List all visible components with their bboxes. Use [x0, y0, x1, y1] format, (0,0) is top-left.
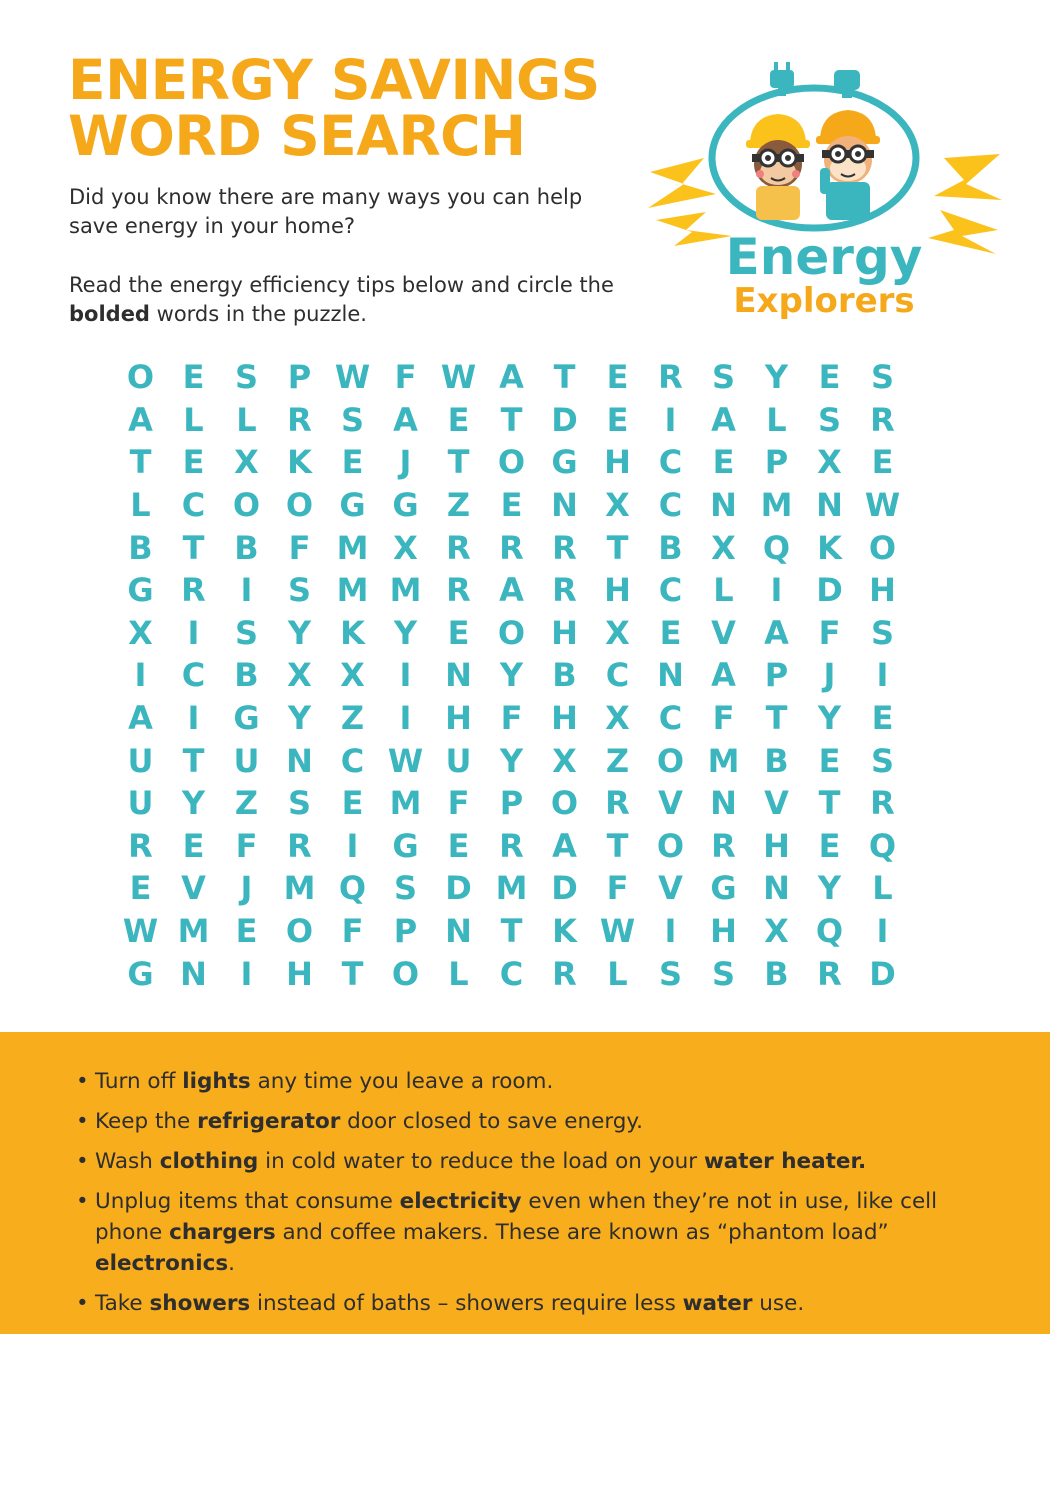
grid-letter[interactable]: H: [710, 912, 737, 951]
grid-letter[interactable]: F: [818, 613, 841, 652]
tip-showers: [76, 1288, 976, 1319]
grid-letter[interactable]: I: [240, 571, 253, 610]
tip-text: even when they’re not in use, like cell phone: [95, 1189, 938, 1245]
grid-letter[interactable]: S: [870, 613, 895, 652]
grid-letter[interactable]: S: [658, 954, 683, 993]
grid-letter[interactable]: X: [605, 613, 630, 652]
tip-keyword: water heater.: [703, 1149, 867, 1174]
grid-letter[interactable]: N: [286, 741, 313, 780]
grid-letter[interactable]: D: [816, 571, 843, 610]
grid-letter[interactable]: V: [711, 613, 736, 652]
grid-letter[interactable]: C: [181, 656, 206, 695]
grid-letter[interactable]: W: [387, 741, 424, 780]
grid-letter[interactable]: R: [605, 784, 630, 823]
grid-letter[interactable]: J: [399, 443, 412, 482]
grid-letter[interactable]: F: [712, 699, 735, 738]
energy-explorers-logo: [644, 60, 1004, 330]
grid-letter[interactable]: C: [340, 741, 365, 780]
grid-letter[interactable]: M: [760, 486, 793, 525]
grid-letter[interactable]: V: [658, 869, 683, 908]
grid-letter[interactable]: R: [287, 400, 312, 439]
grid-letter[interactable]: C: [605, 656, 630, 695]
grid-letter[interactable]: I: [399, 699, 412, 738]
tip-text: Wash: [95, 1149, 160, 1174]
grid-letter[interactable]: R: [552, 954, 577, 993]
grid-letter[interactable]: Y: [181, 784, 206, 823]
grid-letter[interactable]: S: [287, 784, 312, 823]
grid-letter[interactable]: S: [711, 954, 736, 993]
grid-letter[interactable]: E: [447, 826, 470, 865]
grid-letter[interactable]: F: [235, 826, 258, 865]
grid-letter[interactable]: M: [336, 528, 369, 567]
grid-letter[interactable]: F: [606, 869, 629, 908]
grid-letter[interactable]: Y: [287, 699, 312, 738]
grid-letter[interactable]: W: [122, 912, 159, 951]
grid-letter[interactable]: N: [710, 784, 737, 823]
grid-letter[interactable]: X: [605, 699, 630, 738]
grid-letter[interactable]: I: [770, 571, 783, 610]
grid-letter[interactable]: O: [285, 912, 314, 951]
grid-letter[interactable]: O: [868, 528, 897, 567]
grid-letter[interactable]: O: [232, 486, 261, 525]
instructions-text-end: words in the puzzle.: [149, 302, 367, 326]
grid-letter[interactable]: R: [446, 571, 471, 610]
grid-letter[interactable]: Y: [817, 869, 842, 908]
grid-letter[interactable]: U: [127, 741, 154, 780]
grid-letter[interactable]: T: [606, 528, 629, 567]
instructions-text-start: Read the energy efficiency tips below and circle the: [69, 273, 614, 297]
grid-letter[interactable]: O: [391, 954, 420, 993]
grid-letter[interactable]: T: [500, 912, 523, 951]
grid-letter[interactable]: O: [126, 358, 155, 397]
grid-letter[interactable]: P: [393, 912, 418, 951]
grid-letter[interactable]: C: [658, 486, 683, 525]
grid-letter[interactable]: G: [339, 486, 366, 525]
grid-letter[interactable]: P: [764, 656, 789, 695]
grid-letter[interactable]: R: [499, 826, 524, 865]
grid-letter[interactable]: V: [658, 784, 683, 823]
grid-letter[interactable]: N: [445, 656, 472, 695]
grid-letter[interactable]: L: [183, 400, 204, 439]
tip-keyword: showers: [149, 1291, 251, 1316]
tip-text: and coffee makers. These are known as “phantom load”: [275, 1220, 889, 1245]
grid-letter[interactable]: A: [711, 400, 736, 439]
grid-letter[interactable]: L: [766, 400, 787, 439]
grid-letter[interactable]: V: [764, 784, 789, 823]
page-title: [68, 48, 600, 168]
grid-letter[interactable]: M: [336, 571, 369, 610]
grid-letter[interactable]: N: [816, 486, 843, 525]
monkey-character-right: [816, 110, 880, 220]
grid-letter[interactable]: R: [181, 571, 206, 610]
grid-letter[interactable]: X: [711, 528, 736, 567]
grid-letter[interactable]: O: [285, 486, 314, 525]
tip-text: in cold water to reduce the load on your: [258, 1149, 704, 1174]
grid-letter[interactable]: C: [499, 954, 524, 993]
grid-letter[interactable]: R: [128, 826, 153, 865]
grid-letter[interactable]: Y: [764, 358, 789, 397]
grid-letter[interactable]: T: [129, 443, 152, 482]
grid-letter[interactable]: C: [181, 486, 206, 525]
grid-letter[interactable]: E: [129, 869, 152, 908]
lightning-bolt-icon: [648, 158, 716, 208]
grid-letter[interactable]: F: [500, 699, 523, 738]
tip-keyword: electronics: [95, 1251, 229, 1276]
grid-letter[interactable]: H: [445, 699, 472, 738]
logo-word-explorers: Explorers: [733, 281, 915, 321]
grid-letter[interactable]: J: [240, 869, 253, 908]
grid-letter[interactable]: C: [658, 699, 683, 738]
grid-letter[interactable]: Z: [234, 784, 259, 823]
grid-letter[interactable]: U: [445, 741, 472, 780]
tip-text: Unplug items that consume: [95, 1189, 400, 1214]
grid-letter[interactable]: H: [604, 571, 631, 610]
grid-letter[interactable]: B: [764, 954, 789, 993]
grid-letter[interactable]: R: [658, 358, 683, 397]
grid-letter[interactable]: B: [552, 656, 577, 695]
grid-letter[interactable]: U: [127, 784, 154, 823]
grid-letter[interactable]: L: [872, 869, 893, 908]
grid-letter[interactable]: E: [818, 358, 841, 397]
tip-keyword: electricity: [399, 1189, 522, 1214]
grid-letter[interactable]: S: [870, 358, 895, 397]
tip-text: Keep the: [95, 1109, 198, 1134]
grid-letter[interactable]: G: [710, 869, 737, 908]
grid-letter[interactable]: C: [658, 571, 683, 610]
tip-text: Turn off: [95, 1069, 183, 1094]
tips-panel: [0, 1032, 1050, 1334]
grid-letter[interactable]: B: [234, 528, 259, 567]
grid-letter[interactable]: X: [340, 656, 365, 695]
grid-letter[interactable]: R: [817, 954, 842, 993]
grid-letter[interactable]: F: [394, 358, 417, 397]
tip-keyword: water: [682, 1291, 753, 1316]
logo-graphic: [644, 60, 1004, 330]
instructions-paragraph: [69, 271, 629, 329]
word-search-grid: [114, 356, 910, 995]
grid-letter[interactable]: G: [392, 826, 419, 865]
grid-letter[interactable]: W: [599, 912, 636, 951]
grid-letter[interactable]: N: [657, 656, 684, 695]
grid-letter[interactable]: K: [340, 613, 365, 652]
grid-letter[interactable]: H: [604, 443, 631, 482]
grid-letter[interactable]: T: [500, 400, 523, 439]
grid-letter[interactable]: E: [500, 486, 523, 525]
grid-letter[interactable]: X: [234, 443, 259, 482]
tip-keyword: lights: [182, 1069, 251, 1094]
grid-letter[interactable]: E: [606, 400, 629, 439]
grid-letter[interactable]: G: [127, 954, 154, 993]
grid-letter[interactable]: B: [234, 656, 259, 695]
monkey-character-left: [746, 114, 810, 220]
grid-letter[interactable]: S: [817, 400, 842, 439]
grid-letter[interactable]: H: [763, 826, 790, 865]
grid-letter[interactable]: K: [287, 443, 312, 482]
tip-text: door closed to save energy.: [340, 1109, 643, 1134]
grid-letter[interactable]: S: [234, 358, 259, 397]
grid-letter[interactable]: M: [707, 741, 740, 780]
grid-letter[interactable]: E: [182, 443, 205, 482]
grid-letter[interactable]: A: [499, 571, 524, 610]
grid-letter[interactable]: L: [607, 954, 628, 993]
grid-letter[interactable]: Q: [762, 528, 791, 567]
grid-letter[interactable]: B: [128, 528, 153, 567]
grid-letter[interactable]: N: [180, 954, 207, 993]
grid-letter[interactable]: I: [664, 400, 677, 439]
grid-letter[interactable]: A: [128, 400, 153, 439]
grid-letter[interactable]: I: [187, 613, 200, 652]
grid-letter[interactable]: E: [659, 613, 682, 652]
tip-refrigerator: [76, 1106, 976, 1137]
grid-letter[interactable]: O: [550, 784, 579, 823]
grid-letter[interactable]: R: [552, 528, 577, 567]
grid-letter[interactable]: P: [764, 443, 789, 482]
grid-letter[interactable]: S: [711, 358, 736, 397]
tip-clothing: [76, 1146, 976, 1177]
grid-letter[interactable]: W: [864, 486, 901, 525]
intro-paragraph: Did you know there are many ways you can help save energy in your home?: [69, 185, 583, 238]
grid-letter[interactable]: A: [393, 400, 418, 439]
grid-letter[interactable]: X: [605, 486, 630, 525]
grid-letter[interactable]: Y: [817, 699, 842, 738]
grid-letter[interactable]: P: [287, 358, 312, 397]
grid-letter[interactable]: Q: [815, 912, 844, 951]
grid-letter[interactable]: S: [287, 571, 312, 610]
grid-letter[interactable]: R: [711, 826, 736, 865]
grid-letter[interactable]: S: [234, 613, 259, 652]
logo-word-energy: Energy: [725, 228, 923, 286]
grid-letter[interactable]: X: [287, 656, 312, 695]
tip-keyword: refrigerator: [197, 1109, 341, 1134]
grid-letter[interactable]: G: [233, 699, 260, 738]
grid-letter[interactable]: A: [552, 826, 577, 865]
grid-letter[interactable]: O: [497, 613, 526, 652]
grid-letter[interactable]: E: [235, 912, 258, 951]
grid-letter[interactable]: B: [658, 528, 683, 567]
grid-letter[interactable]: N: [710, 486, 737, 525]
grid-letter[interactable]: W: [334, 358, 371, 397]
grid-letter[interactable]: E: [447, 400, 470, 439]
tip-lights: [76, 1066, 976, 1097]
grid-letter[interactable]: T: [606, 826, 629, 865]
grid-letter[interactable]: N: [763, 869, 790, 908]
grid-letter[interactable]: R: [499, 528, 524, 567]
grid-letter[interactable]: Z: [605, 741, 630, 780]
grid-letter[interactable]: E: [606, 358, 629, 397]
grid-letter[interactable]: Q: [868, 826, 897, 865]
grid-letter[interactable]: A: [499, 358, 524, 397]
grid-letter[interactable]: O: [497, 443, 526, 482]
grid-letter[interactable]: E: [712, 443, 735, 482]
grid-letter[interactable]: D: [551, 400, 578, 439]
grid-letter[interactable]: H: [551, 699, 578, 738]
grid-letter[interactable]: D: [445, 869, 472, 908]
grid-letter[interactable]: G: [551, 443, 578, 482]
grid-letter[interactable]: F: [288, 528, 311, 567]
grid-letter[interactable]: R: [552, 571, 577, 610]
grid-letter[interactable]: C: [658, 443, 683, 482]
grid-letter[interactable]: J: [823, 656, 836, 695]
grid-letter[interactable]: V: [181, 869, 206, 908]
grid-letter[interactable]: I: [876, 656, 889, 695]
grid-letter[interactable]: O: [656, 826, 685, 865]
grid-letter[interactable]: I: [876, 912, 889, 951]
grid-letter[interactable]: T: [553, 358, 576, 397]
grid-letter[interactable]: K: [552, 912, 577, 951]
grid-letter[interactable]: L: [448, 954, 469, 993]
grid-letter[interactable]: I: [134, 656, 147, 695]
grid-letter[interactable]: N: [551, 486, 578, 525]
tip-text: Take: [95, 1291, 150, 1316]
grid-letter[interactable]: Y: [393, 613, 418, 652]
grid-letter[interactable]: E: [341, 443, 364, 482]
grid-letter[interactable]: E: [447, 613, 470, 652]
grid-letter[interactable]: X: [128, 613, 153, 652]
grid-letter[interactable]: R: [446, 528, 471, 567]
grid-letter[interactable]: Y: [499, 741, 524, 780]
grid-letter[interactable]: W: [440, 358, 477, 397]
grid-letter[interactable]: I: [240, 954, 253, 993]
grid-letter[interactable]: E: [871, 443, 894, 482]
grid-letter[interactable]: M: [283, 869, 316, 908]
grid-letter[interactable]: X: [552, 741, 577, 780]
grid-letter[interactable]: D: [551, 869, 578, 908]
grid-letter[interactable]: S: [393, 869, 418, 908]
lightning-bolt-icon: [656, 212, 732, 246]
title-line-1: ENERGY SAVINGS: [68, 48, 600, 112]
tip-keyword: chargers: [169, 1220, 276, 1245]
grid-letter[interactable]: R: [870, 400, 895, 439]
grid-letter[interactable]: L: [130, 486, 151, 525]
grid-letter[interactable]: H: [286, 954, 313, 993]
grid-letter[interactable]: A: [128, 699, 153, 738]
tip-text: instead of baths – showers require less: [250, 1291, 683, 1316]
grid-letter[interactable]: T: [765, 699, 788, 738]
grid-letter[interactable]: T: [818, 784, 841, 823]
grid-letter[interactable]: E: [818, 741, 841, 780]
grid-letter[interactable]: U: [233, 741, 260, 780]
grid-letter[interactable]: B: [764, 741, 789, 780]
grid-letter[interactable]: D: [869, 954, 896, 993]
grid-letter[interactable]: T: [182, 528, 205, 567]
instructions-bold-word: bolded: [69, 302, 150, 326]
lightning-bolt-icon: [934, 154, 1002, 200]
grid-letter[interactable]: F: [341, 912, 364, 951]
grid-letter[interactable]: E: [182, 826, 205, 865]
grid-letter[interactable]: S: [870, 741, 895, 780]
title-line-2: WORD SEARCH: [68, 104, 526, 168]
grid-letter[interactable]: E: [818, 826, 841, 865]
grid-letter[interactable]: E: [341, 784, 364, 823]
tip-text: use.: [752, 1291, 805, 1316]
grid-letter[interactable]: K: [817, 528, 842, 567]
tip-text: .: [228, 1251, 235, 1276]
grid-letter[interactable]: M: [389, 784, 422, 823]
grid-letter[interactable]: T: [182, 741, 205, 780]
grid-letter[interactable]: N: [445, 912, 472, 951]
grid-letter[interactable]: G: [392, 486, 419, 525]
lightning-bolt-icon: [928, 210, 998, 254]
tip-keyword: clothing: [159, 1149, 259, 1174]
grid-letter[interactable]: F: [447, 784, 470, 823]
grid-letter[interactable]: O: [656, 741, 685, 780]
grid-letter[interactable]: I: [399, 656, 412, 695]
grid-letter[interactable]: E: [182, 358, 205, 397]
grid-letter[interactable]: Y: [499, 656, 524, 695]
tip-electricity: [76, 1186, 976, 1279]
grid-letter[interactable]: T: [447, 443, 470, 482]
grid-letter[interactable]: L: [713, 571, 734, 610]
grid-letter[interactable]: Q: [338, 869, 367, 908]
grid-letter[interactable]: I: [346, 826, 359, 865]
grid-letter[interactable]: P: [499, 784, 524, 823]
grid-letter[interactable]: L: [236, 400, 257, 439]
grid-letter[interactable]: A: [764, 613, 789, 652]
grid-letter[interactable]: M: [389, 571, 422, 610]
grid-letter[interactable]: G: [127, 571, 154, 610]
tip-text: any time you leave a room.: [250, 1069, 554, 1094]
grid-letter[interactable]: Z: [340, 699, 365, 738]
grid-letter[interactable]: R: [287, 826, 312, 865]
grid-letter[interactable]: E: [871, 699, 894, 738]
grid-letter[interactable]: X: [817, 443, 842, 482]
grid-letter[interactable]: R: [870, 784, 895, 823]
grid-letter[interactable]: Y: [287, 613, 312, 652]
grid-letter[interactable]: X: [393, 528, 418, 567]
grid-letter[interactable]: X: [764, 912, 789, 951]
tips-list: [76, 1066, 976, 1328]
grid-letter[interactable]: H: [869, 571, 896, 610]
grid-letter[interactable]: T: [341, 954, 364, 993]
grid-letter[interactable]: I: [664, 912, 677, 951]
grid-letter[interactable]: M: [177, 912, 210, 951]
grid-letter[interactable]: I: [187, 699, 200, 738]
grid-letter[interactable]: Z: [446, 486, 471, 525]
grid-letter[interactable]: A: [711, 656, 736, 695]
grid-letter[interactable]: H: [551, 613, 578, 652]
grid-letter[interactable]: S: [340, 400, 365, 439]
badge-oval: [712, 88, 916, 228]
grid-letter[interactable]: M: [495, 869, 528, 908]
